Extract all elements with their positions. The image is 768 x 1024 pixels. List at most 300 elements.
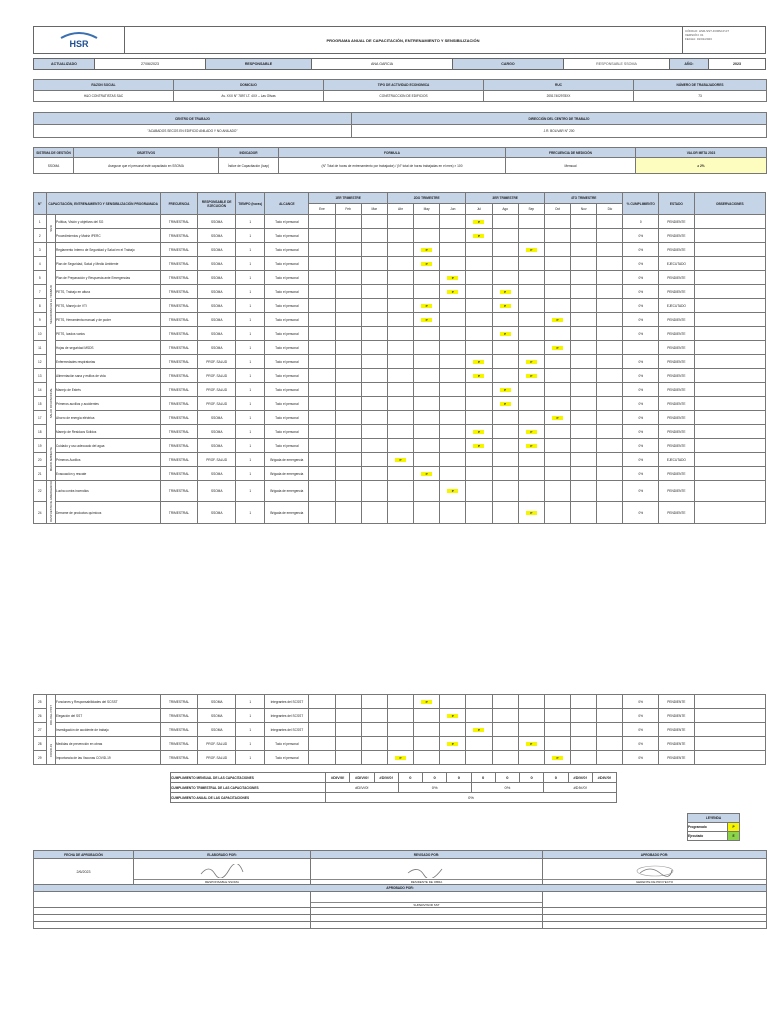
- legend-executed-code: E: [728, 832, 740, 841]
- observation-cell: [694, 723, 765, 737]
- prepared-role: RESPONSABLE SSOMA: [134, 879, 310, 884]
- month-cell: [387, 502, 413, 523]
- month-cell: [466, 723, 492, 737]
- scope-cell: Integrantes del SCSST: [265, 723, 309, 737]
- status-cell: PENDIENTE: [659, 397, 695, 411]
- month-cell: [414, 355, 440, 369]
- compliance-cell: 0%: [623, 313, 659, 327]
- month-cell: [571, 439, 597, 453]
- legend-programmed-code: P: [728, 823, 740, 832]
- compliance-cell: 0%: [623, 502, 659, 523]
- month-cell: [518, 369, 544, 383]
- programmed-mark: P: [473, 728, 484, 732]
- status-cell: PENDIENTE: [659, 481, 695, 502]
- month-cell: [492, 355, 518, 369]
- month-cell: [597, 709, 623, 723]
- company-header: RUC: [484, 80, 634, 91]
- updated-value: 27/06/2023: [95, 59, 206, 69]
- month-cell: [361, 355, 387, 369]
- status-cell: PENDIENTE: [659, 313, 695, 327]
- month-cell: [361, 313, 387, 327]
- month-cell: [335, 243, 361, 257]
- quarter-3: 3ER TRIMESTRE: [466, 193, 545, 204]
- status-cell: PENDIENTE: [659, 695, 695, 709]
- scope-cell: Todo el personal: [265, 439, 309, 453]
- company-header: DOMICILIO: [174, 80, 324, 91]
- group-label: [46, 439, 55, 481]
- month-cell: [414, 723, 440, 737]
- table-row: [34, 313, 766, 327]
- month-cell: [597, 285, 623, 299]
- frequency-cell: TRIMESTRAL: [160, 411, 198, 425]
- month-cell: [361, 257, 387, 271]
- frequency-value: Mensual: [506, 158, 636, 174]
- programmed-mark: P: [421, 262, 432, 266]
- month-cell: [335, 425, 361, 439]
- month-header: Nov: [571, 204, 597, 215]
- month-cell: [361, 411, 387, 425]
- month-cell: [466, 397, 492, 411]
- frequency-cell: TRIMESTRAL: [160, 243, 198, 257]
- month-cell: [387, 481, 413, 502]
- month-header: Jul: [466, 204, 492, 215]
- table-row: [34, 411, 766, 425]
- month-cell: [440, 411, 466, 425]
- objective-value: Asegurar que el personal esté capacitado en SSOMA: [74, 158, 219, 174]
- monthly-value: #DIV/0!: [374, 773, 398, 783]
- programmed-mark: P: [473, 444, 484, 448]
- month-cell: [361, 695, 387, 709]
- month-cell: [518, 271, 544, 285]
- responsible-cell: SSOMA: [198, 502, 236, 523]
- month-cell: [571, 723, 597, 737]
- observation-cell: [694, 229, 765, 243]
- month-cell: [466, 271, 492, 285]
- compliance-cell: 0%: [623, 299, 659, 313]
- row-number: 17: [34, 411, 47, 425]
- topic-cell: Plan de Preparación y Respuesta ante Emergencias: [55, 271, 160, 285]
- doc-version: VERSIÓN: 01: [685, 33, 704, 37]
- topic-cell: Lucha contra incendios: [55, 481, 160, 502]
- compliance-cell: 0%: [623, 271, 659, 285]
- month-cell: [335, 411, 361, 425]
- month-cell: [518, 383, 544, 397]
- programmed-mark: P: [421, 304, 432, 308]
- supervisor-role: SUPERVISOR SST: [311, 902, 542, 907]
- observation-cell: [694, 299, 765, 313]
- time-cell: 1: [236, 383, 265, 397]
- row-number: 11: [34, 341, 47, 355]
- blank-cell: [34, 908, 311, 915]
- month-cell: [414, 453, 440, 467]
- scope-cell: Todo el personal: [265, 285, 309, 299]
- status-cell: PENDIENTE: [659, 709, 695, 723]
- time-cell: 1: [236, 271, 265, 285]
- observation-cell: [694, 751, 765, 765]
- topic-cell: Funciones y Responsabilidades del SCSST: [55, 695, 160, 709]
- month-cell: [335, 695, 361, 709]
- observation-cell: [694, 425, 765, 439]
- month-cell: [440, 369, 466, 383]
- month-cell: [361, 737, 387, 751]
- month-cell: [518, 737, 544, 751]
- programmed-mark: P: [473, 430, 484, 434]
- scope-cell: Todo el personal: [265, 229, 309, 243]
- blank-cell: [311, 922, 543, 929]
- month-cell: [466, 383, 492, 397]
- blank-cell: [543, 922, 767, 929]
- time-cell: 1: [236, 709, 265, 723]
- status-cell: PENDIENTE: [659, 723, 695, 737]
- annual-value: 0%: [326, 793, 617, 803]
- col-observations: OBSERVACIONES: [694, 193, 765, 215]
- company-logo: [34, 27, 125, 53]
- frequency-cell: TRIMESTRAL: [160, 327, 198, 341]
- month-cell: [414, 411, 440, 425]
- row-number: 14: [34, 383, 47, 397]
- responsible-cell: PROF. SALUD: [198, 355, 236, 369]
- responsible-cell: PROF. SALUD: [198, 397, 236, 411]
- month-cell: [335, 481, 361, 502]
- frequency-cell: TRIMESTRAL: [160, 229, 198, 243]
- month-cell: [309, 355, 335, 369]
- month-cell: [335, 257, 361, 271]
- quarter-value: 0%: [471, 783, 544, 793]
- month-cell: [466, 695, 492, 709]
- month-cell: [335, 313, 361, 327]
- month-cell: [571, 215, 597, 229]
- month-cell: [414, 751, 440, 765]
- responsible-cell: SSOMA: [198, 327, 236, 341]
- programmed-mark: P: [473, 374, 484, 378]
- col-compliance: % CUMPLIMIENTO: [623, 193, 659, 215]
- year-label: AÑO:: [670, 59, 709, 69]
- programmed-mark: P: [421, 472, 432, 476]
- group-label-text: SALUD OCUPACIONAL: [48, 387, 53, 419]
- programmed-mark: P: [552, 318, 563, 322]
- topic-cell: Investigación de accidente de trabajo: [55, 723, 160, 737]
- responsible-cell: PROF. SALUD: [198, 369, 236, 383]
- compliance-cell: 0%: [623, 243, 659, 257]
- annual-label: CUMPLIMIENTO ANUAL DE LAS CAPACITACIONES: [171, 793, 326, 803]
- observation-cell: [694, 313, 765, 327]
- month-cell: [597, 397, 623, 411]
- observation-cell: [694, 271, 765, 285]
- compliance-cell: 0: [623, 215, 659, 229]
- company-header: NÚMERO DE TRABAJADORES: [634, 80, 767, 91]
- month-cell: [440, 285, 466, 299]
- month-cell: [518, 439, 544, 453]
- month-cell: [440, 502, 466, 523]
- frequency-cell: TRIMESTRAL: [160, 383, 198, 397]
- observation-cell: [694, 341, 765, 355]
- month-cell: [309, 737, 335, 751]
- status-cell: PENDIENTE: [659, 341, 695, 355]
- month-cell: [492, 313, 518, 327]
- time-cell: 1: [236, 355, 265, 369]
- month-cell: [597, 737, 623, 751]
- scope-cell: Integrantes del SCSST: [265, 695, 309, 709]
- month-cell: [492, 709, 518, 723]
- month-cell: [597, 481, 623, 502]
- month-cell: [492, 467, 518, 481]
- doc-header: [33, 26, 766, 54]
- observation-cell: [694, 695, 765, 709]
- month-cell: [492, 425, 518, 439]
- system-header: FRECUENCIA DE MEDICIÓN: [506, 148, 636, 158]
- month-cell: [335, 299, 361, 313]
- month-cell: [361, 467, 387, 481]
- month-cell: [597, 369, 623, 383]
- month-cell: [414, 327, 440, 341]
- month-cell: [492, 215, 518, 229]
- month-cell: [518, 285, 544, 299]
- month-cell: [440, 737, 466, 751]
- month-cell: [387, 737, 413, 751]
- responsible-cell: SSOMA: [198, 341, 236, 355]
- month-cell: [387, 313, 413, 327]
- month-cell: [466, 502, 492, 523]
- month-cell: [440, 481, 466, 502]
- month-cell: [440, 243, 466, 257]
- status-cell: EJECUTADO: [659, 453, 695, 467]
- time-cell: 1: [236, 313, 265, 327]
- programmed-mark: P: [395, 458, 406, 462]
- table-row: [34, 397, 766, 411]
- month-cell: [518, 411, 544, 425]
- supervisor-signature: [311, 892, 543, 908]
- frequency-cell: TRIMESTRAL: [160, 341, 198, 355]
- month-cell: [466, 215, 492, 229]
- month-cell: [518, 709, 544, 723]
- time-cell: 1: [236, 285, 265, 299]
- compliance-cell: 0%: [623, 369, 659, 383]
- month-cell: [414, 737, 440, 751]
- month-cell: [518, 695, 544, 709]
- scope-cell: Todo el personal: [265, 299, 309, 313]
- programmed-mark: P: [526, 374, 537, 378]
- compliance-cell: 0%: [623, 709, 659, 723]
- table-row: [34, 327, 766, 341]
- frequency-cell: TRIMESTRAL: [160, 425, 198, 439]
- frequency-cell: TRIMESTRAL: [160, 439, 198, 453]
- company-table: [33, 79, 767, 102]
- month-cell: [518, 229, 544, 243]
- month-cell: [518, 355, 544, 369]
- month-header: Sep: [518, 204, 544, 215]
- row-number: 22: [34, 481, 47, 502]
- month-cell: [387, 751, 413, 765]
- month-cell: [387, 383, 413, 397]
- month-cell: [309, 481, 335, 502]
- month-cell: [414, 383, 440, 397]
- month-cell: [387, 425, 413, 439]
- month-cell: [544, 709, 570, 723]
- month-cell: [387, 271, 413, 285]
- table-row: [34, 299, 766, 313]
- month-cell: [518, 299, 544, 313]
- responsible-cell: SSOMA: [198, 709, 236, 723]
- updated-label: ACTUALIZADO: [34, 59, 95, 69]
- month-cell: [309, 327, 335, 341]
- blank-cell: [311, 915, 543, 922]
- prepared-by-label: ELABORADO POR:: [134, 851, 311, 859]
- month-cell: [466, 285, 492, 299]
- month-cell: [571, 397, 597, 411]
- programmed-mark: P: [473, 220, 484, 224]
- monthly-value: 0: [398, 773, 422, 783]
- month-cell: [571, 285, 597, 299]
- formula-value: (N° Total de horas de entrenamiento por trabajador) / (N° total de horas trabajadas en el mes) × 100: [279, 158, 506, 174]
- month-cell: [492, 397, 518, 411]
- month-cell: [361, 215, 387, 229]
- month-cell: [309, 285, 335, 299]
- month-cell: [571, 425, 597, 439]
- month-cell: [309, 695, 335, 709]
- time-cell: 1: [236, 215, 265, 229]
- programmed-mark: P: [447, 290, 458, 294]
- month-cell: [466, 439, 492, 453]
- month-cell: [440, 383, 466, 397]
- row-number: 10: [34, 327, 47, 341]
- table-row: [34, 439, 766, 453]
- approval-date-label: FECHA DE APROBACIÓN: [34, 851, 134, 859]
- compliance-cell: 0%: [623, 397, 659, 411]
- compliance-cell: 0%: [623, 257, 659, 271]
- work-address-label: DIRECCIÓN DEL CENTRO DE TRABAJO: [352, 113, 767, 125]
- frequency-cell: TRIMESTRAL: [160, 313, 198, 327]
- monthly-value: 0: [447, 773, 471, 783]
- month-cell: [361, 285, 387, 299]
- frequency-cell: TRIMESTRAL: [160, 215, 198, 229]
- quarter-value: #DIV/0!: [326, 783, 399, 793]
- month-header: Ene: [309, 204, 335, 215]
- month-cell: [492, 723, 518, 737]
- month-cell: [544, 723, 570, 737]
- compliance-cell: 0%: [623, 411, 659, 425]
- time-cell: 1: [236, 723, 265, 737]
- month-cell: [440, 397, 466, 411]
- month-cell: [466, 453, 492, 467]
- row-number: 28: [34, 737, 47, 751]
- month-cell: [414, 215, 440, 229]
- month-cell: [414, 299, 440, 313]
- responsible-cell: SSOMA: [198, 215, 236, 229]
- quarter-4: 4TO TRIMESTRE: [544, 193, 623, 204]
- table-row: [34, 737, 766, 751]
- status-cell: PENDIENTE: [659, 751, 695, 765]
- scope-cell: Todo el personal: [265, 425, 309, 439]
- month-cell: [544, 215, 570, 229]
- month-cell: [466, 751, 492, 765]
- month-cell: [518, 341, 544, 355]
- month-cell: [309, 215, 335, 229]
- table-row: [34, 723, 766, 737]
- responsible-cell: SSOMA: [198, 285, 236, 299]
- month-cell: [518, 481, 544, 502]
- observation-cell: [694, 439, 765, 453]
- month-cell: [571, 502, 597, 523]
- month-cell: [492, 271, 518, 285]
- blank-cell: [34, 892, 311, 908]
- programmed-mark: P: [421, 700, 432, 704]
- system-table: [33, 147, 767, 174]
- time-cell: 1: [236, 737, 265, 751]
- scope-cell: Todo el personal: [265, 355, 309, 369]
- month-cell: [571, 695, 597, 709]
- month-cell: [361, 369, 387, 383]
- compliance-cell: 0%: [623, 355, 659, 369]
- frequency-cell: TRIMESTRAL: [160, 502, 198, 523]
- month-cell: [335, 453, 361, 467]
- quarter-1: 1ER TRIMESTRE: [309, 193, 388, 204]
- status-cell: PENDIENTE: [659, 285, 695, 299]
- approved-signature: [543, 859, 767, 885]
- month-cell: [597, 383, 623, 397]
- status-cell: PENDIENTE: [659, 327, 695, 341]
- month-cell: [361, 751, 387, 765]
- month-cell: [597, 723, 623, 737]
- observation-cell: [694, 397, 765, 411]
- responsible-cell: SSOMA: [198, 467, 236, 481]
- month-cell: [361, 271, 387, 285]
- row-number: 21: [34, 467, 47, 481]
- observation-cell: [694, 355, 765, 369]
- topic-cell: PETS, Manejo de VTI: [55, 299, 160, 313]
- month-cell: [571, 313, 597, 327]
- month-cell: [387, 229, 413, 243]
- responsible-cell: SSOMA: [198, 425, 236, 439]
- monthly-value: #DIV/0!: [350, 773, 374, 783]
- topic-cell: PETS, Herramienta manual y de poder: [55, 313, 160, 327]
- month-cell: [466, 327, 492, 341]
- topic-cell: Evacuación y rescate: [55, 467, 160, 481]
- year-value: 2023: [733, 62, 741, 66]
- month-cell: [309, 453, 335, 467]
- month-cell: [492, 695, 518, 709]
- responsible-cell: SSOMA: [198, 257, 236, 271]
- month-cell: [544, 369, 570, 383]
- col-scope: ALCANCE: [265, 193, 309, 215]
- group-label-text: MEDIO AMBIENTE: [48, 446, 53, 472]
- observation-cell: [694, 327, 765, 341]
- month-cell: [597, 355, 623, 369]
- month-cell: [361, 481, 387, 502]
- time-cell: 1: [236, 299, 265, 313]
- month-cell: [518, 425, 544, 439]
- month-cell: [544, 341, 570, 355]
- compliance-cell: 0%: [623, 327, 659, 341]
- row-number: 2: [34, 229, 47, 243]
- programmed-mark: P: [552, 346, 563, 350]
- month-cell: [518, 243, 544, 257]
- month-cell: [361, 709, 387, 723]
- month-cell: [466, 355, 492, 369]
- month-cell: [544, 737, 570, 751]
- blank-cell: [311, 908, 543, 915]
- month-cell: [309, 257, 335, 271]
- month-cell: [387, 439, 413, 453]
- month-cell: [335, 439, 361, 453]
- month-cell: [387, 327, 413, 341]
- month-cell: [440, 327, 466, 341]
- month-cell: [544, 397, 570, 411]
- group-label: [46, 243, 55, 369]
- month-cell: [335, 341, 361, 355]
- legend: [687, 813, 740, 841]
- company-workers: 73: [634, 91, 767, 102]
- month-cell: [361, 397, 387, 411]
